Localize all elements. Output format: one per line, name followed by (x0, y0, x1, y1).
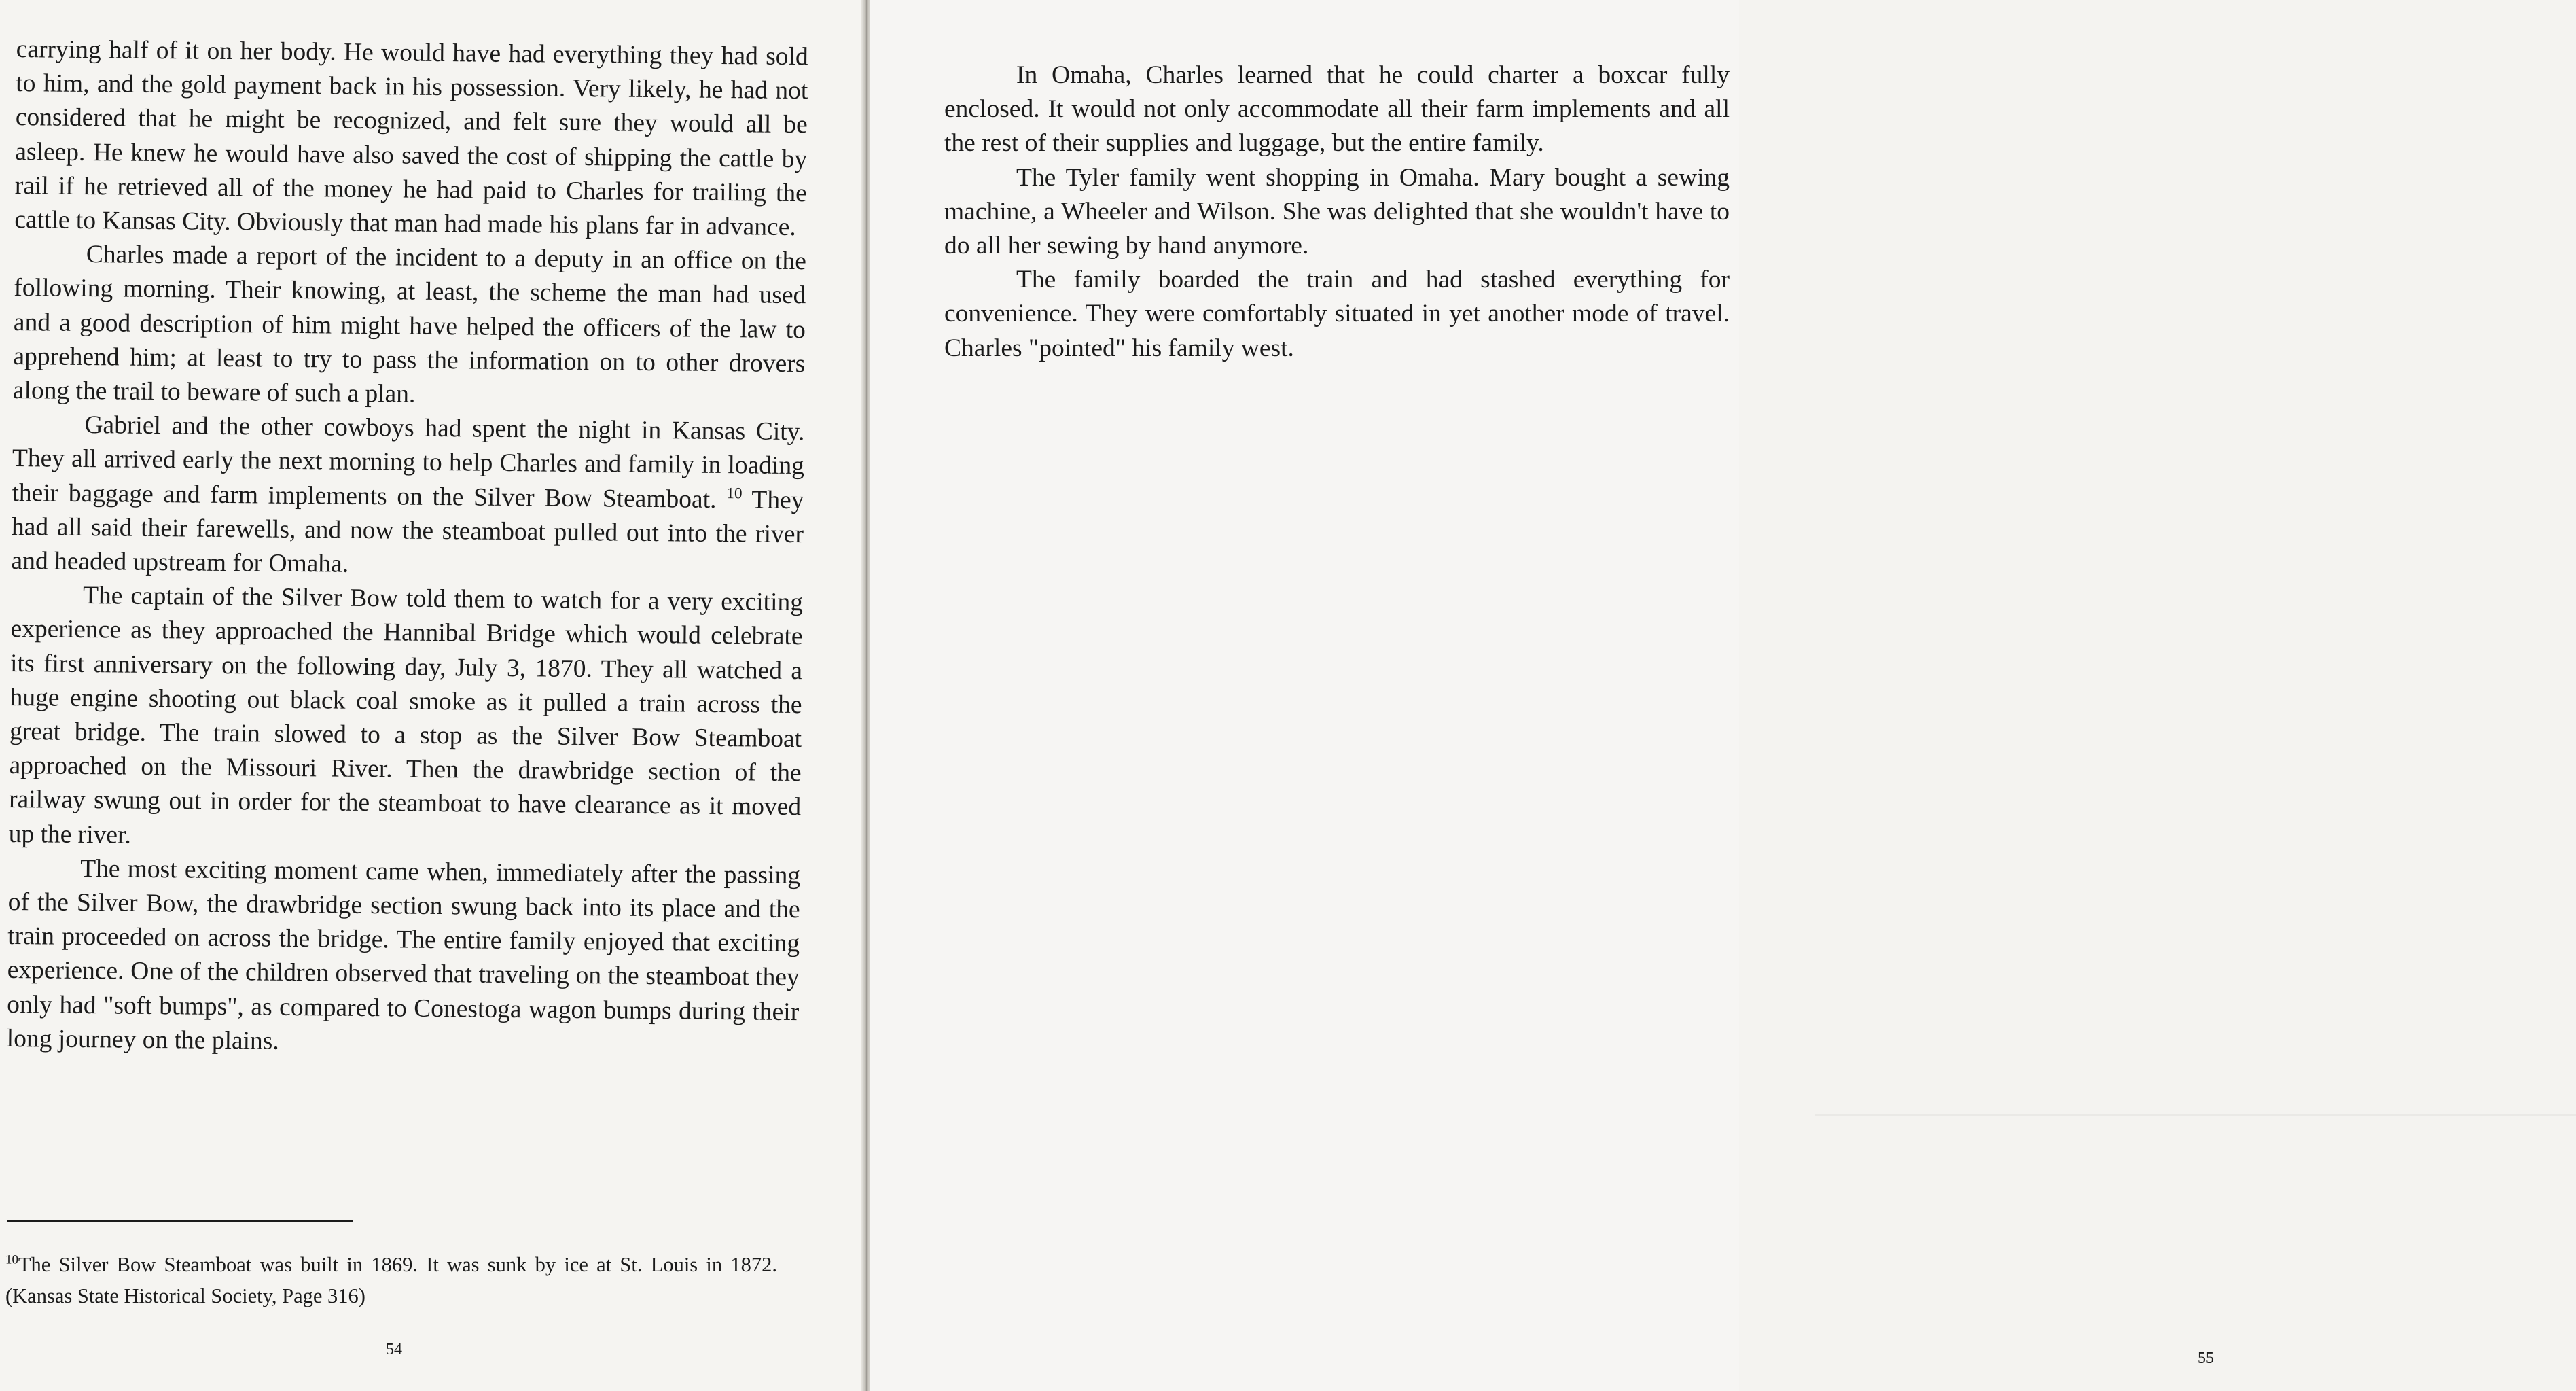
paragraph-3 (11, 408, 804, 586)
right-paragraph-2: The Tyler family went shopping in Omaha. Mary bought a sewing machine, a Wheeler and Wilson. She was delighted that she wouldn't have to do all her sewing by hand anymore. (944, 163, 1730, 260)
page-number-left: 54 (386, 1341, 402, 1358)
footnote-reference: 10 (726, 484, 743, 502)
right-page-body (944, 58, 1730, 366)
paragraph-5: The most exciting moment came when, immediately after the passing of the Silver Bow, the drawbridge section swung back into its place and the train proceeded on across the bridge. The entire family enjoyed that exciting experience. One of the children observed that traveling on the steamboat they only had "soft bumps", as compared to Conestoga wagon bumps during their long journey on the plains. (6, 854, 801, 1055)
bleed-through-line (1815, 1114, 2576, 1116)
right-paragraph-3: The family boarded the train and had stashed everything for convenience. They were comfortably situated in yet another mode of travel. Charles "pointed" his family west. (944, 266, 1730, 362)
paragraph-1: carrying half of it on her body. He would have had everything they had sold to him, and the gold payment back in his possession. Very likely, he had not considered that he might be recognized, and felt sure they would all be asleep. He knew he would have also saved the cost of shipping the cattle by rail if he retrieved all of the money he had paid to Charles for trailing the cattle to Kansas City. Obviously that man had made his plans far in advance. (14, 35, 808, 242)
footnote-marker: 10 (5, 1252, 18, 1267)
footnote-text: The Silver Bow Steamboat was built in 1869. It was sunk by ice at St. Louis in 1872. (Kansas State Historical Society, Page 316) (5, 1253, 777, 1307)
paragraph-3-text-after: They had all said their farewells, and now the steamboat pulled out into the river and headed upstream for Omaha. (11, 485, 804, 578)
paragraph-2: Charles made a report of the incident to a deputy in an office on the following morning. Their knowing, at least, the scheme the man had used and a good description of him might have helped the officers of the law to apprehend him; at least to try to pass the information on to other drovers along the trail to beware of such a plan. (12, 241, 807, 408)
left-page (0, 0, 864, 1391)
page-number-right: 55 (2198, 1350, 2214, 1367)
left-page-body (7, 33, 808, 1063)
paragraph-4: The captain of the Silver Bow told them to watch for a very exciting experience as they approached the Hannibal Bridge which would celebrate its first anniversary on the following day, July 3, 1870. They all watched a huge engine shooting out black coal smoke as it pulled a train across the great bridge. The train slowed to a stop as the Silver Bow Steamboat approached on the Missouri River. Then the drawbridge section of the railway swung out in order for the steamboat to have clearance as it moved up the river. (8, 582, 804, 849)
paragraph-3-text-before: Gabriel and the other cowboys had spent the night in Kansas City. They all arrived early the next morning to help Charles and family in loading their baggage and farm implements on the Silver Bow Steamboat. (12, 411, 805, 514)
footnote-divider (7, 1220, 353, 1222)
footnote (5, 1249, 777, 1311)
right-paragraph-1: In Omaha, Charles learned that he could charter a boxcar fully enclosed. It would not only accommodate all their farm implements and all the rest of their supplies and luggage, but the entire family. (944, 61, 1730, 158)
